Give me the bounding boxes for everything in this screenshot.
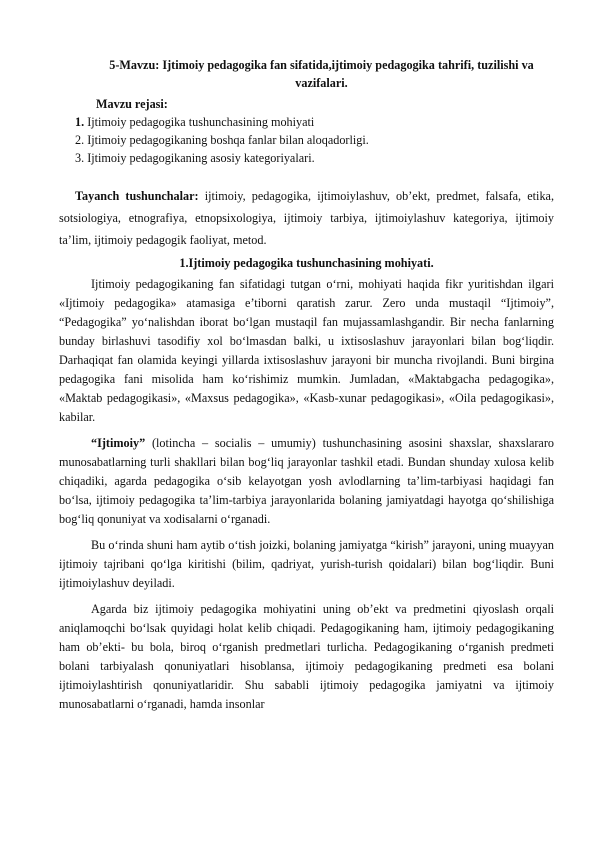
- plan-item: [75, 131, 554, 149]
- plan-item-text: Ijtimoiy pedagogikaning asosiy kategoriyalari.: [87, 151, 315, 165]
- plan-item: [75, 149, 554, 167]
- plan-item: [75, 113, 554, 131]
- plan-heading: Mavzu rejasi:: [96, 97, 168, 111]
- keywords-text: ijtimoiy, pedagogika, ijtimoiylashuv, ob’ekt, predmet, falsafa, etika, sotsiologiya, etnografiya, etnopsixologiya, ijtimoiy tarbiya, ijtimoiylashuv kategoriya, ijtimoiy ta’lim, ijtimoiy pedagogik faoliyat, metod.: [59, 189, 554, 247]
- body-paragraph: Agarda biz ijtimoiy pedagogika mohiyatini uning ob’ekt va predmetini qiyoslash orqali aniqlamoqchi bo‘lsak quyidagi holat kelib chiqadi. Pedagogikaning ham, ijtimoiy pedagogikaning ham ob’ekti- bu bola, biroq o‘rganish predmetlari turlicha. Pedagogikaning o‘rganish predmeti bolani tarbiyalash qonuniyatlari hisoblansa, ijtimoiy pedagogikaning predmeti esa bolani ijtimoiylashtirish qonuniyatlaridir. Shu sababli ijtimoiy pedagogika jamiyatni va ijtimoiy munosabatlarni o‘rganadi, hamda insonlar: [59, 602, 554, 711]
- body-paragraph: [59, 434, 554, 529]
- section-title: 1.Ijtimoiy pedagogika tushunchasining mohiyati.: [179, 256, 434, 270]
- plan-item-number: 3.: [75, 151, 85, 165]
- body-paragraph: Bu o‘rinda shuni ham aytib o‘tish joizki, bolaning jamiyatga “kirish” jarayoni, uning muayyan ijtimoiy tajribani qo‘lga kiritishi (bilim, qadriyat, yurish-turish qoidalari) bilan bog‘liqdir. Buni ijtimoiylashuv deyiladi.: [59, 538, 554, 590]
- term-highlight: “Ijtimoiy”: [91, 436, 146, 450]
- keywords-label: Tayanch tushunchalar:: [75, 189, 199, 203]
- plan-item-number: 1.: [75, 115, 85, 129]
- keywords-paragraph: [59, 185, 554, 251]
- body-paragraph: Ijtimoiy pedagogikaning fan sifatidagi tutgan o‘rni, mohiyati haqida fikr yuritishdan ilgari «Ijtimoiy pedagogika» atamasiga e’tiborni qaratish zarur. Zero unda mustaqil “Ijtimoiy”, “Pedagogika” yo‘nalishdan iborat bo‘lgan mustaqil fan mujassamlashgandir. Bir necha fanlarning bunday birlashuvi tasodifiy xol bo‘lmasdan balki, u ixtisoslashuv jarayonlari bilan bog‘liqdir. Darhaqiqat fan olamida keyingi yillarda ixtisoslashuv jarayoni bir muncha rivojlandi. Buni birgina pedagogika fani misolida ham ko‘rishimiz mumkin. Jumladan, «Maktabgacha pedagogika», «Maktab pedagogikasi», «Maxsus pedagogika», «Kasb-xunar pedagogikasi», «Oila pedagogikasi», kabilar.: [59, 277, 554, 424]
- paragraph-text: (lotincha – socialis – umumiy) tushunchasining asosini shaxslar, shaxslararo munosabatlarning turli shakllari bilan bog‘liq jarayonlar tashkil etadi. Bundan shunday xulosa kelib chiqadiki, agarda pedagogika o‘sib kelayotgan yosh avlodlarning ta’lim-tarbiyasi haqidagi fan bo‘lsa, ijtimoiy pedagogika ta’lim-tarbiya jarayonlarida bolaning jamiyatdagi hayotga qo‘shilishiga bog‘liq qonuniyat va xodisalarni o‘rganadi.: [59, 436, 554, 526]
- plan-item-text: Ijtimoiy pedagogikaning boshqa fanlar bilan aloqadorligi.: [87, 133, 369, 147]
- plan-list: [75, 113, 554, 167]
- page-title: 5-Mavzu: Ijtimoiy pedagogika fan sifatida,ijtimoiy pedagogika tahrifi, tuzilishi va vazifalari.: [109, 58, 534, 90]
- plan-item-text: Ijtimoiy pedagogika tushunchasining mohiyati: [87, 115, 315, 129]
- plan-item-number: 2.: [75, 133, 85, 147]
